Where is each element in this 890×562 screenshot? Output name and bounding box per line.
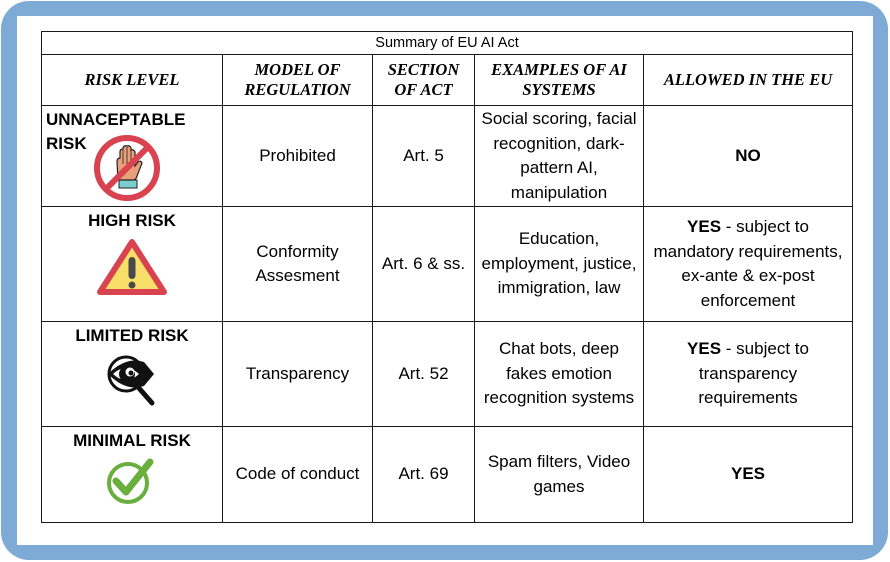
risk-level-cell [42,427,223,523]
allowed-verdict: YES [730,464,766,484]
table-row [42,207,853,322]
allowed-detail: - subject to transparency requirements [698,339,809,408]
risk-level-text-line2: RISK [46,134,87,153]
green-checkmark-icon [104,457,160,505]
examples-cell: Education, employment, justice, immigration, law [475,207,644,322]
risk-level-cell [42,322,223,427]
examples-cell: Social scoring, facial recognition, dark-pattern AI, manipulation [475,106,644,207]
allowed-cell [644,207,853,322]
allowed-cell [644,106,853,207]
examples-cell: Spam filters, Video games [475,427,644,523]
allowed-detail: - subject to mandatory requirements, ex-ante & ex-post enforcement [653,217,843,310]
table-row [42,106,853,207]
risk-level-label: MINIMAL RISK [73,431,191,450]
header-risk-level: RISK LEVEL [42,55,223,106]
allowed-cell [644,427,853,523]
allowed-verdict: YES [687,339,722,359]
table-row [42,427,853,523]
section-cell: Art. 52 [373,322,475,427]
model-cell: Transparency [223,322,373,427]
risk-level-cell [42,207,223,322]
table-title-row [42,32,853,55]
eye-magnifier-icon [100,352,164,408]
model-cell: Conformity Assesment [223,207,373,322]
table-row [42,322,853,427]
risk-level-label: HIGH RISK [88,211,176,230]
model-cell: Code of conduct [223,427,373,523]
risk-level-cell [42,106,223,207]
header-model-of-regulation: MODEL OF REGULATION [223,55,373,106]
allowed-verdict: YES [687,217,722,236]
table-header-row [42,55,853,106]
header-allowed-in-eu: ALLOWED IN THE EU [644,55,853,106]
eu-ai-act-summary-table [41,31,853,523]
section-cell: Art. 6 & ss. [373,207,475,322]
risk-level-label [46,108,218,202]
allowed-cell [644,322,853,427]
header-examples: EXAMPLES OF AI SYSTEMS [475,55,644,106]
prohibited-hand-icon [93,134,161,202]
section-cell: Art. 5 [373,106,475,207]
examples-cell: Chat bots, deep fakes emotion recognition systems [475,322,644,427]
table-title: Summary of EU AI Act [42,32,853,55]
model-cell: Prohibited [223,106,373,207]
allowed-verdict: NO [735,145,761,165]
risk-level-label: LIMITED RISK [75,326,189,345]
section-cell: Art. 69 [373,427,475,523]
risk-level-text: UNNACEPTABLE [46,110,186,129]
warning-triangle-icon [96,237,168,297]
header-section-of-act: SECTION OF ACT [373,55,475,106]
